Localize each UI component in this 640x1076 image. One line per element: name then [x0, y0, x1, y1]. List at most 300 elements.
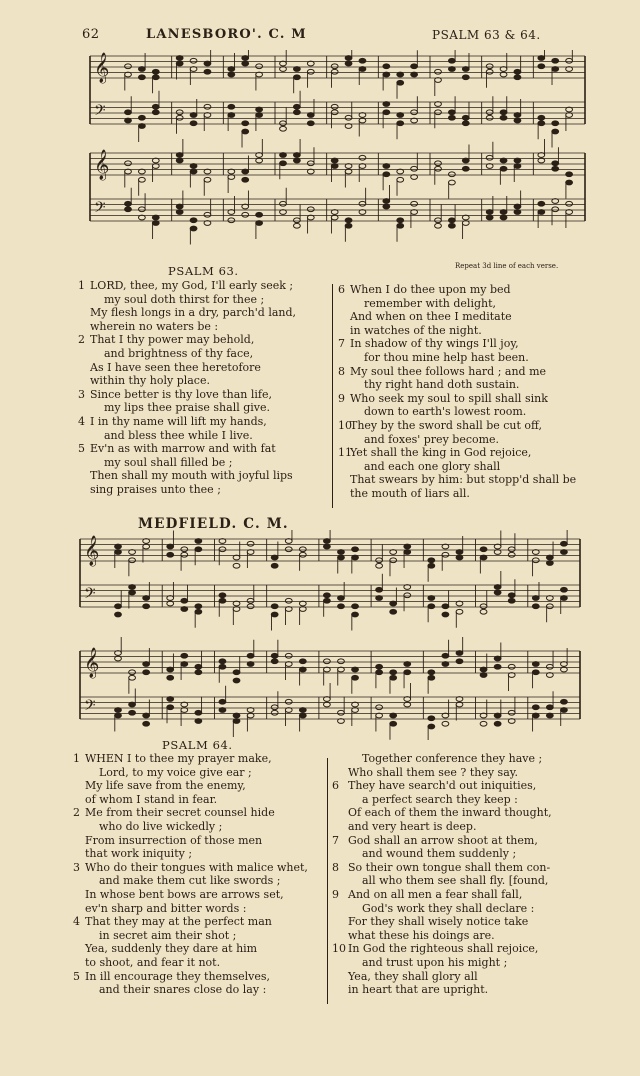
note-head: [181, 607, 188, 612]
note-head: [500, 115, 507, 120]
note-head: [115, 550, 122, 555]
verse-number: 3: [78, 387, 85, 401]
note-head: [219, 664, 226, 669]
medfield-score: [0, 530, 640, 740]
note-head: [494, 656, 501, 661]
verse-text: When I do thee upon my bed: [350, 283, 511, 296]
note-head: [566, 201, 573, 206]
note-head: [383, 172, 390, 177]
note-head: [152, 221, 159, 226]
verse-line: [338, 365, 546, 379]
note-head: [486, 215, 493, 220]
note-head: [376, 558, 383, 563]
verse-line: [73, 766, 252, 780]
note-head: [552, 121, 559, 126]
note-head: [514, 118, 521, 123]
verse-number: 10: [338, 419, 352, 432]
note-head: [299, 659, 306, 664]
note-head: [546, 555, 553, 560]
note-head: [435, 161, 442, 166]
verse-number: 4: [78, 415, 85, 428]
note-head: [129, 675, 136, 680]
note-head: [428, 675, 435, 680]
verse-number: 2: [78, 333, 85, 347]
note-head: [176, 158, 183, 163]
verse-text: my soul shall filled be ;: [104, 455, 233, 469]
note-head: [500, 210, 507, 215]
note-head: [271, 653, 278, 658]
note-head: [486, 69, 493, 74]
note-head: [219, 708, 226, 713]
note-head: [442, 604, 449, 609]
note-head: [242, 129, 249, 134]
note-head: [480, 673, 487, 678]
verse-line: [78, 469, 293, 483]
verse-text: in heart that are upright.: [348, 983, 489, 997]
note-head: [228, 113, 235, 118]
note-head: [404, 593, 411, 598]
note-head: [195, 539, 202, 544]
note-head: [448, 67, 455, 72]
note-head: [115, 544, 122, 549]
note-head: [352, 604, 359, 609]
verse-text: the mouth of liars all.: [350, 487, 470, 500]
note-head: [247, 598, 254, 603]
verse-line: [332, 915, 528, 929]
note-head: [307, 161, 314, 166]
verse-text: My soul thee follows hard ; and me: [350, 364, 547, 378]
note-head: [125, 201, 132, 206]
bass-clef: 𝄢: [84, 585, 96, 606]
verse-number: 5: [78, 442, 85, 456]
verse-line: [78, 320, 218, 334]
note-head: [352, 612, 359, 617]
note-head: [462, 75, 469, 80]
note-head: [411, 166, 418, 171]
note-head: [561, 587, 568, 592]
verse-line: [332, 847, 516, 861]
note-head: [176, 204, 183, 209]
verse-line: [78, 374, 210, 388]
note-head: [228, 104, 235, 109]
verse-line: [338, 405, 526, 419]
note-head: [514, 210, 521, 215]
verse-text: for thou mine help hast been.: [364, 351, 529, 364]
note-head: [345, 218, 352, 223]
note-head: [293, 218, 300, 223]
verse-line: [73, 847, 192, 861]
note-head: [397, 113, 404, 118]
verse-text: They by the sword shall be cut off,: [350, 419, 542, 432]
note-head: [435, 110, 442, 115]
note-head: [129, 590, 136, 595]
note-head: [181, 552, 188, 557]
note-head: [411, 201, 418, 206]
column-divider: [332, 284, 333, 508]
note-head: [323, 598, 330, 603]
note-head: [390, 713, 397, 718]
note-head: [143, 713, 150, 718]
note-head: [390, 609, 397, 614]
note-head: [285, 653, 292, 658]
note-head: [115, 612, 122, 617]
verse-line: [338, 473, 576, 487]
verse-text: Since better is thy love than life,: [90, 387, 272, 401]
verse-line: [338, 460, 500, 474]
note-head: [293, 110, 300, 115]
note-head: [508, 598, 515, 603]
note-head: [508, 552, 515, 557]
note-head: [129, 710, 136, 715]
verse-text: and wound them suddenly ;: [362, 847, 517, 861]
verse-text: my lips thee praise shall give.: [104, 401, 271, 415]
treble-clef: 𝄞: [94, 150, 110, 180]
note-head: [566, 180, 573, 185]
note-head: [448, 223, 455, 228]
note-head: [538, 64, 545, 69]
verse-number: 1: [78, 279, 85, 292]
note-head: [125, 64, 132, 69]
verse-line: [73, 929, 236, 943]
verse-line: [338, 351, 529, 365]
verse-line: [332, 766, 518, 780]
note-head: [242, 212, 249, 217]
note-head: [514, 69, 521, 74]
note-head: [285, 699, 292, 704]
note-head: [331, 104, 338, 109]
bass-clef: 𝄢: [84, 697, 96, 718]
note-head: [508, 710, 515, 715]
note-head: [546, 664, 553, 669]
note-head: [190, 58, 197, 63]
note-head: [176, 153, 183, 158]
verse-text: in watches of the night.: [350, 323, 482, 337]
verse-number: 6: [332, 779, 339, 793]
note-head: [280, 126, 287, 131]
verse-line: [332, 970, 478, 984]
note-head: [242, 169, 249, 174]
note-head: [404, 544, 411, 549]
medfield-system-1: [80, 530, 580, 631]
note-head: [195, 670, 202, 675]
verse-text: In God the righteous shall rejoice,: [348, 942, 539, 956]
note-head: [331, 110, 338, 115]
verse-number: 4: [73, 915, 80, 929]
note-head: [190, 164, 197, 169]
note-head: [323, 659, 330, 664]
verse-text: and bless thee while I live.: [104, 428, 253, 442]
note-head: [494, 664, 501, 669]
tune-title-lanesboro: LANESBORO'. C. M: [146, 27, 307, 42]
verse-number: 8: [332, 860, 339, 874]
note-head: [552, 67, 559, 72]
verse-number: 7: [338, 337, 345, 351]
note-head: [219, 598, 226, 603]
note-head: [486, 115, 493, 120]
verse-text: Yet shall the king in God rejoice,: [350, 446, 532, 460]
note-head: [176, 210, 183, 215]
note-head: [428, 563, 435, 568]
note-head: [129, 670, 136, 675]
note-head: [138, 177, 145, 182]
verse-text: That swears by him: but stopp'd shall be: [350, 473, 577, 487]
verse-number: 2: [73, 806, 80, 820]
note-head: [323, 539, 330, 544]
verse-text: That they may at the perfect man: [85, 915, 272, 929]
verse-number: 9: [332, 888, 339, 901]
note-head: [514, 204, 521, 209]
note-head: [448, 180, 455, 185]
note-head: [176, 61, 183, 66]
note-head: [514, 75, 521, 80]
note-head: [143, 604, 150, 609]
note-head: [552, 207, 559, 212]
note-head: [397, 218, 404, 223]
note-head: [167, 667, 174, 672]
psalm-63-heading: PSALM 63.: [168, 264, 239, 278]
verse-line: [332, 861, 550, 875]
note-head: [448, 115, 455, 120]
note-head: [383, 204, 390, 209]
verse-text: within thy holy place.: [90, 374, 210, 388]
note-head: [508, 593, 515, 598]
verse-line: [73, 861, 308, 875]
note-head: [448, 58, 455, 63]
tune-title-medfield: MEDFIELD. C. M.: [138, 516, 289, 532]
note-head: [125, 161, 132, 166]
note-head: [233, 713, 240, 718]
verse-text: Together conference they have ;: [362, 752, 543, 765]
note-head: [428, 670, 435, 675]
note-head: [138, 115, 145, 120]
note-head: [376, 563, 383, 568]
note-head: [242, 56, 249, 61]
note-head: [376, 587, 383, 592]
verse-text: LORD, thee, my God, I'll early seek ;: [90, 279, 294, 292]
psalm-63-left-column: [78, 279, 328, 509]
verse-text: thy right hand doth sustain.: [364, 378, 520, 392]
note-head: [442, 662, 449, 667]
note-head: [486, 110, 493, 115]
verse-text: wherein no waters be :: [90, 319, 219, 333]
note-head: [480, 721, 487, 726]
note-head: [383, 102, 390, 107]
note-head: [397, 80, 404, 85]
verse-line: [78, 415, 267, 429]
treble-clef: 𝄞: [84, 648, 100, 678]
note-head: [323, 544, 330, 549]
verse-text: God shall an arrow shoot at them,: [348, 833, 538, 847]
note-head: [143, 596, 150, 601]
note-head: [242, 121, 249, 126]
verse-line: [338, 433, 499, 447]
note-head: [552, 129, 559, 134]
note-head: [376, 664, 383, 669]
note-head: [500, 110, 507, 115]
note-head: [552, 58, 559, 63]
verse-text: WHEN I to thee my prayer make,: [85, 752, 272, 765]
note-head: [383, 164, 390, 169]
verse-line: [338, 378, 519, 392]
verse-text: and foxes' prey become.: [364, 432, 500, 446]
verse-text: to shoot, and fear it not.: [85, 956, 221, 969]
note-head: [190, 169, 197, 174]
note-head: [514, 164, 521, 169]
note-head: [494, 585, 501, 590]
note-head: [397, 223, 404, 228]
note-head: [486, 210, 493, 215]
note-head: [494, 713, 501, 718]
note-head: [561, 596, 568, 601]
note-head: [383, 199, 390, 204]
note-head: [271, 705, 278, 710]
note-head: [411, 64, 418, 69]
verse-text: and very heart is deep.: [348, 820, 477, 833]
verse-line: [73, 752, 272, 766]
verse-text: that work iniquity ;: [85, 847, 193, 861]
note-head: [456, 550, 463, 555]
note-head: [181, 662, 188, 667]
verse-text: As I have seen thee heretofore: [90, 360, 261, 374]
note-head: [307, 207, 314, 212]
note-head: [293, 153, 300, 158]
note-head: [566, 58, 573, 63]
note-head: [293, 158, 300, 163]
verse-line: [73, 806, 275, 820]
note-head: [538, 115, 545, 120]
note-head: [359, 67, 366, 72]
verse-text: In whose bent bows are arrows set,: [85, 888, 284, 901]
verse-line: [73, 902, 246, 916]
note-head: [552, 161, 559, 166]
note-head: [195, 604, 202, 609]
verse-text: And when on thee I meditate: [350, 310, 512, 324]
note-head: [176, 115, 183, 120]
note-head: [508, 664, 515, 669]
note-head: [129, 585, 136, 590]
note-head: [561, 541, 568, 546]
verse-text: For they shall wisely notice take: [348, 915, 529, 929]
note-head: [428, 716, 435, 721]
note-head: [299, 552, 306, 557]
verse-text: I in thy name will lift my hands,: [90, 415, 267, 428]
note-head: [538, 121, 545, 126]
verse-text: Me from their secret counsel hide: [85, 806, 275, 820]
verse-line: [78, 333, 254, 347]
note-head: [390, 670, 397, 675]
note-head: [271, 710, 278, 715]
note-head: [390, 721, 397, 726]
note-head: [338, 596, 345, 601]
verse-line: [332, 779, 536, 793]
medfield-system-2: [80, 637, 580, 740]
verse-line: [78, 279, 293, 293]
note-head: [442, 721, 449, 726]
verse-text: Ev'n as with marrow and with fat: [90, 442, 276, 456]
verse-line: [338, 324, 482, 338]
verse-number: 1: [73, 752, 80, 765]
note-head: [190, 121, 197, 126]
verse-text: what these his doings are.: [348, 928, 495, 942]
note-head: [299, 547, 306, 552]
note-head: [256, 113, 263, 118]
verse-text: and their snares close do lay :: [99, 983, 267, 997]
note-head: [195, 710, 202, 715]
verse-line: [73, 915, 272, 929]
note-head: [115, 604, 122, 609]
note-head: [125, 207, 132, 212]
note-head: [138, 67, 145, 72]
verse-line: [332, 983, 488, 997]
note-head: [494, 590, 501, 595]
lanesboro-system-1: [90, 50, 585, 148]
note-head: [228, 72, 235, 77]
note-head: [514, 113, 521, 118]
note-head: [293, 67, 300, 72]
note-head: [219, 547, 226, 552]
note-head: [331, 64, 338, 69]
note-head: [500, 215, 507, 220]
note-head: [285, 598, 292, 603]
bass-clef: 𝄢: [94, 102, 106, 123]
verse-line: [332, 793, 518, 807]
note-head: [256, 212, 263, 217]
note-head: [293, 223, 300, 228]
note-head: [228, 67, 235, 72]
verse-number: 9: [338, 391, 345, 405]
verse-text: Who do their tongues with malice whet,: [85, 860, 308, 874]
note-head: [323, 593, 330, 598]
note-head: [552, 166, 559, 171]
note-head: [338, 550, 345, 555]
verse-line: [338, 310, 512, 324]
note-head: [181, 547, 188, 552]
verse-line: [332, 874, 548, 888]
verse-text: They have search'd out iniquities,: [348, 779, 537, 793]
verse-line: [332, 956, 507, 970]
note-head: [566, 172, 573, 177]
verse-line: [78, 401, 270, 415]
verse-line: [78, 347, 253, 361]
verse-line: [332, 942, 538, 956]
note-head: [404, 662, 411, 667]
note-head: [190, 226, 197, 231]
note-head: [390, 601, 397, 606]
verse-text: And on all men a fear shall fall,: [348, 888, 523, 901]
note-head: [435, 218, 442, 223]
note-head: [352, 547, 359, 552]
verse-line: [332, 929, 495, 943]
verse-number: 5: [73, 969, 80, 983]
note-head: [338, 555, 345, 560]
note-head: [435, 223, 442, 228]
note-head: [280, 161, 287, 166]
note-head: [271, 612, 278, 617]
note-head: [435, 166, 442, 171]
note-head: [143, 670, 150, 675]
verse-line: [78, 442, 276, 456]
note-head: [228, 218, 235, 223]
note-head: [331, 164, 338, 169]
note-head: [435, 69, 442, 74]
note-head: [299, 713, 306, 718]
note-head: [299, 667, 306, 672]
note-head: [462, 166, 469, 171]
note-head: [247, 653, 254, 658]
note-head: [307, 121, 314, 126]
verse-text: Yea, suddenly they dare at him: [85, 942, 258, 956]
note-head: [204, 69, 211, 74]
